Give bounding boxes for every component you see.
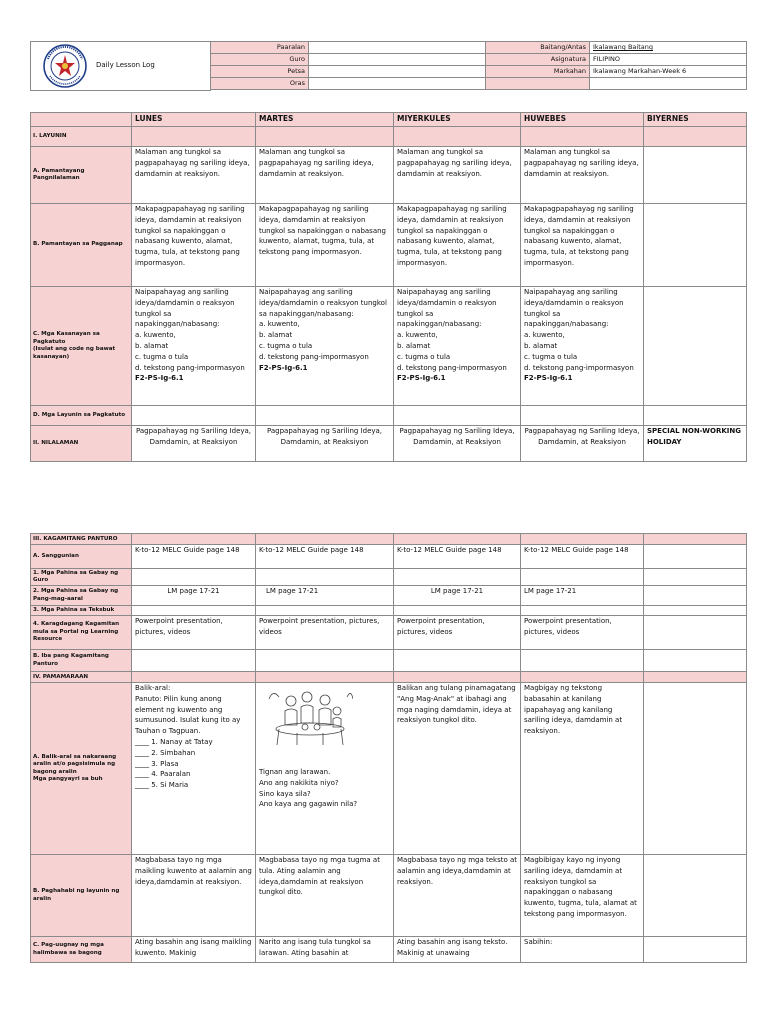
cell-pagganap-miyerkules: Makapagpapahayag ng sariling ideya, damdamin at reaksiyon tungkol sa napakinggan o nabasang kuwento, alamat, tugma, tula, at tekstong pang impormasyon. (394, 204, 521, 287)
row-label-iba-pang-kagamitan: B. Iba pang Kagamitang Panturo (31, 650, 132, 672)
empty-cell (256, 650, 394, 672)
cell-lm-huwebes: LM page 17-21 (521, 586, 644, 606)
empty-cell (394, 606, 521, 616)
row-label-kasanayan: C. Mga Kasanayan sa Pagkatuto (Isulat ang code ng bawat kasanayan) (31, 287, 132, 406)
empty-cell (132, 672, 256, 683)
kasanayan-text: Naipapahayag ang sariling ideya/damdamin o reaksyon tungkol sa napakinggan/nabasang: a. kuwento, b. alamat c. tugma o tula d. tekstong pang-impormasyon (259, 288, 387, 361)
cell-pag-uugnay-lunes: Ating basahin ang isang maikling kuwento. Makinig (132, 937, 256, 963)
kasanayan-code: F2-PS-Ig-6.1 (524, 374, 573, 383)
row-label-paghahabi: B. Paghahabi ng layunin ng aralin (31, 855, 132, 937)
cell-karagdagan-miyerkules: Powerpoint presentation, pictures, videos (394, 616, 521, 650)
cell-pag-uugnay-miyerkules: Ating basahin ang isang teksto. Makinig at unawaing (394, 937, 521, 963)
lesson-table-objectives (30, 112, 747, 462)
cell-pangnilalaman-lunes: Malaman ang tungkol sa pagpapahayag ng sariling ideya, damdamin at reaksiyon. (132, 147, 256, 204)
cell-kasanayan-biyernes (644, 287, 747, 406)
cell-sanggunian-martes: K-to-12 MELC Guide page 148 (256, 545, 394, 569)
spacer-cell (211, 90, 309, 91)
row-label-gabay-guro: 1. Mga Pahina sa Gabay ng Guro (31, 569, 132, 586)
logo-cell (31, 42, 211, 91)
cell-kasanayan-lunes (132, 287, 256, 406)
empty-cell (521, 672, 644, 683)
kasanayan-text: Naipapahayag ang sariling ideya/damdamin o reaksyon tungkol sa napakinggan/nabasang: a. kuwento, b. alamat c. tugma o tula d. tekstong pang-impormasyon (524, 288, 634, 372)
empty-cell (394, 534, 521, 545)
empty-cell (644, 534, 747, 545)
empty-cell (644, 586, 747, 606)
cell-kasanayan-miyerkules (394, 287, 521, 406)
cell-karagdagan-huwebes: Powerpoint presentation, pictures, videos (521, 616, 644, 650)
blank-label (486, 78, 590, 90)
cell-sanggunian-huwebes: K-to-12 MELC Guide page 148 (521, 545, 644, 569)
empty-cell (256, 406, 394, 426)
cell-karagdagan-martes: Powerpoint presentation, pictures, videos (256, 616, 394, 650)
spacer-cell (590, 90, 747, 91)
deped-seal-icon (40, 43, 90, 89)
empty-cell (132, 569, 256, 586)
spacer-cell (309, 90, 486, 91)
empty-cell (644, 937, 747, 963)
cell-lm-lunes: LM page 17-21 (132, 586, 256, 606)
lesson-table-materials (30, 533, 747, 963)
markahan-label: Markahan (486, 66, 590, 78)
empty-cell (132, 534, 256, 545)
cell-nilalaman-miyerkules: Pagpapahayag ng Sariling Ideya, Damdamin, at Reaksiyon (394, 426, 521, 462)
empty-cell (644, 855, 747, 937)
empty-cell (521, 406, 644, 426)
section-layunin: I. LAYUNIN (31, 127, 132, 147)
empty-cell (256, 672, 394, 683)
cell-pag-uugnay-huwebes: Sabihin: (521, 937, 644, 963)
row-label-karagdagang-kagamitan: 4. Karagdagang Kagamitan mula sa Portal ng Learning Resource (31, 616, 132, 650)
row-label-pamantayan-pagganap: B. Pamantayan sa Pagganap (31, 204, 132, 287)
cell-pangnilalaman-martes: Malaman ang tungkol sa pagpapahayag ng sariling ideya, damdamin at reaksiyon. (256, 147, 394, 204)
kasanayan-code: F2-PS-Ig-6.1 (259, 363, 308, 372)
kasanayan-code: F2-PS-Ig-6.1 (397, 374, 446, 383)
cell-kasanayan-huwebes (521, 287, 644, 406)
cell-paghahabi-lunes: Magbabasa tayo ng mga maikling kuwento at aalamin ang ideya,damdamin at reaksiyon. (132, 855, 256, 937)
empty-cell (394, 406, 521, 426)
empty-cell (394, 650, 521, 672)
cell-lm-miyerkules: LM page 17-21 (394, 586, 521, 606)
cell-nilalaman-huwebes: Pagpapahayag ng Sariling Ideya, Damdamin, at Reaksiyon (521, 426, 644, 462)
empty-cell (256, 127, 394, 147)
petsa-label: Petsa (211, 66, 309, 78)
empty-cell (394, 127, 521, 147)
section-kagamitan: III. KAGAMITANG PANTURO (31, 534, 132, 545)
cell-nilalaman-martes: Pagpapahayag ng Sariling Ideya, Damdamin, at Reaksiyon (256, 426, 394, 462)
baitang-value-text: Ikalawang Baitang (593, 43, 653, 51)
cell-karagdagan-lunes: Powerpoint presentation, pictures, videos (132, 616, 256, 650)
empty-cell (394, 672, 521, 683)
holiday-note: SPECIAL NON-WORKING HOLIDAY (644, 426, 747, 462)
cell-nilalaman-lunes: Pagpapahayag ng Sariling Ideya, Damdamin, at Reaksiyon (132, 426, 256, 462)
empty-cell (132, 406, 256, 426)
row-label-balik-aral: A. Balik-aral sa nakaraang aralin at/o pagsisimula ng bagong aralin Mga pangyayri sa buh (31, 683, 132, 855)
cell-balik-aral-huwebes: Magbigay ng tekstong babasahin at kanilang ipapahayag ang kanilang sariling ideya, damdamin at reaksiyon. (521, 683, 644, 855)
cell-sanggunian-lunes: K-to-12 MELC Guide page 148 (132, 545, 256, 569)
empty-cell (644, 650, 747, 672)
cell-kasanayan-martes (256, 287, 394, 406)
kasanayan-text: Naipapahayag ang sariling ideya/damdamin o reaksyon tungkol sa napakinggan/nabasang: a. kuwento, b. alamat c. tugma o tula d. tekstong pang-impormasyon (135, 288, 245, 372)
empty-cell (644, 606, 747, 616)
cell-pangnilalaman-huwebes: Malaman ang tungkol sa pagpapahayag ng sariling ideya, damdamin at reaksiyon. (521, 147, 644, 204)
petsa-value[interactable] (309, 66, 486, 78)
spacer-cell (486, 90, 590, 91)
markahan-value[interactable]: Ikalawang Markahan-Week 6 (590, 66, 747, 78)
empty-cell (644, 569, 747, 586)
cell-balik-aral-martes (256, 683, 394, 855)
cell-pag-uugnay-martes: Narito ang isang tula tungkol sa larawan. Ating basahin at (256, 937, 394, 963)
empty-cell (521, 606, 644, 616)
corner-cell (31, 113, 132, 127)
empty-cell (644, 127, 747, 147)
row-label-pamantayang-pangnilalaman: A. Pamantayang Pangnilalaman (31, 147, 132, 204)
guro-label: Guro (211, 54, 309, 66)
family-illustration-icon (267, 687, 353, 749)
row-label-gabay-mag-aaral: 2. Mga Pahina sa Gabay ng Pang-mag-aaral (31, 586, 132, 606)
row-label-teksbuk: 3. Mga Pahina sa Teksbuk (31, 606, 132, 616)
asignatura-value[interactable]: FILIPINO (590, 54, 747, 66)
empty-cell (644, 683, 747, 855)
day-header-miyerkules: MIYERKULES (394, 113, 521, 127)
row-label-sanggunian: A. Sanggunian (31, 545, 132, 569)
empty-cell (521, 650, 644, 672)
day-header-huwebes: HUWEBES (521, 113, 644, 127)
day-header-biyernes: BIYERNES (644, 113, 747, 127)
cell-paghahabi-miyerkules: Magbabasa tayo ng mga teksto at aalamin ang ideya,damdamin at reaksiyon. (394, 855, 521, 937)
baitang-label: Baitang/Antas (486, 42, 590, 54)
empty-cell (256, 569, 394, 586)
asignatura-label: Asignatura (486, 54, 590, 66)
paaralan-label: Paaralan (211, 42, 309, 54)
empty-cell (644, 672, 747, 683)
document-title: Daily Lesson Log (96, 61, 155, 70)
cell-pagganap-biyernes (644, 204, 747, 287)
cell-balik-aral-lunes: Balik-aral: Panuto: Pilin kung anong element ng kuwento ang sumusunod. Isulat kung ito ay Tauhan o Tagpuan. ____ 1. Nanay at Tatay ____ 2. Simbahan ____ 3. Plasa ____ 4. Paaralan ____ 5. Si Maria (132, 683, 256, 855)
empty-cell (521, 569, 644, 586)
empty-cell (521, 127, 644, 147)
header-table (30, 41, 747, 91)
empty-cell (132, 650, 256, 672)
kasanayan-text: Naipapahayag ang sariling ideya/damdamin o reaksyon tungkol sa napakinggan/nabasang: a. kuwento, b. alamat c. tugma o tula d. tekstong pang-impormasyon (397, 288, 507, 372)
cell-balik-aral-miyerkules: Balikan ang tulang pinamagatang "Ang Mag-Anak" at ibahagi ang mga naging damdamin, ideya at reaksiyon tungkol dito. (394, 683, 521, 855)
empty-cell (132, 127, 256, 147)
cell-pagganap-huwebes: Makapagpapahayag ng sariling ideya, damdamin at reaksiyon tungkol sa napakinggan o nabasang kuwento, alamat, tugma, tula, at tekstong pang impormasyon. (521, 204, 644, 287)
balik-aral-martes-text: Tignan ang larawan. Ano ang nakikita niyo? Sino kaya sila? Ano kaya ang gagawin nila? (259, 768, 358, 809)
baitang-value[interactable] (590, 42, 747, 54)
cell-pangnilalaman-biyernes (644, 147, 747, 204)
empty-cell (256, 606, 394, 616)
cell-pangnilalaman-miyerkules: Malaman ang tungkol sa pagpapahayag ng sariling ideya, damdamin at reaksiyon. (394, 147, 521, 204)
cell-pagganap-lunes: Makapagpapahayag ng sariling ideya, damdamin at reaksiyon tungkol sa napakinggan o nabasang kuwento, alamat, tugma, tula, at tekstong pang impormasyon. (132, 204, 256, 287)
cell-lm-martes: LM page 17-21 (256, 586, 394, 606)
day-header-martes: MARTES (256, 113, 394, 127)
empty-cell (644, 616, 747, 650)
empty-cell (132, 606, 256, 616)
empty-cell (394, 569, 521, 586)
cell-sanggunian-miyerkules: K-to-12 MELC Guide page 148 (394, 545, 521, 569)
cell-paghahabi-martes: Magbabasa tayo ng mga tugma at tula. Ating aalamin ang ideya,damdamin at reaksiyon tungkol dito. (256, 855, 394, 937)
row-label-layunin-pagkatuto: D. Mga Layunin sa Pagkatuto (31, 406, 132, 426)
empty-cell (644, 406, 747, 426)
kasanayan-code: F2-PS-Ig-6.1 (135, 374, 184, 383)
section-pamamaraan: IV. PAMAMARAAN (31, 672, 132, 683)
paaralan-value[interactable] (309, 42, 486, 54)
oras-label: Oras (211, 78, 309, 90)
day-header-lunes: LUNES (132, 113, 256, 127)
cell-pagganap-martes: Makapagpapahayag ng sariling ideya, damdamin at reaksiyon tungkol sa napakinggan o nabasang kuwento, alamat, tugma, tula, at tekstong pang impormasyon. (256, 204, 394, 287)
guro-value[interactable] (309, 54, 486, 66)
oras-value[interactable] (309, 78, 486, 90)
empty-cell (256, 534, 394, 545)
empty-cell (521, 534, 644, 545)
blank-value (590, 78, 747, 90)
row-label-pag-uugnay: C. Pag-uugnay ng mga halimbawa sa bagong (31, 937, 132, 963)
empty-cell (644, 545, 747, 569)
row-label-nilalaman: II. NILALAMAN (31, 426, 132, 462)
cell-paghahabi-huwebes: Magbibigay kayo ng inyong sariling ideya, damdamin at reaksiyon tungkol sa napakinggan o nabasang kuwento, tugma, tula, alamat at tekstong pang impormasyon. (521, 855, 644, 937)
